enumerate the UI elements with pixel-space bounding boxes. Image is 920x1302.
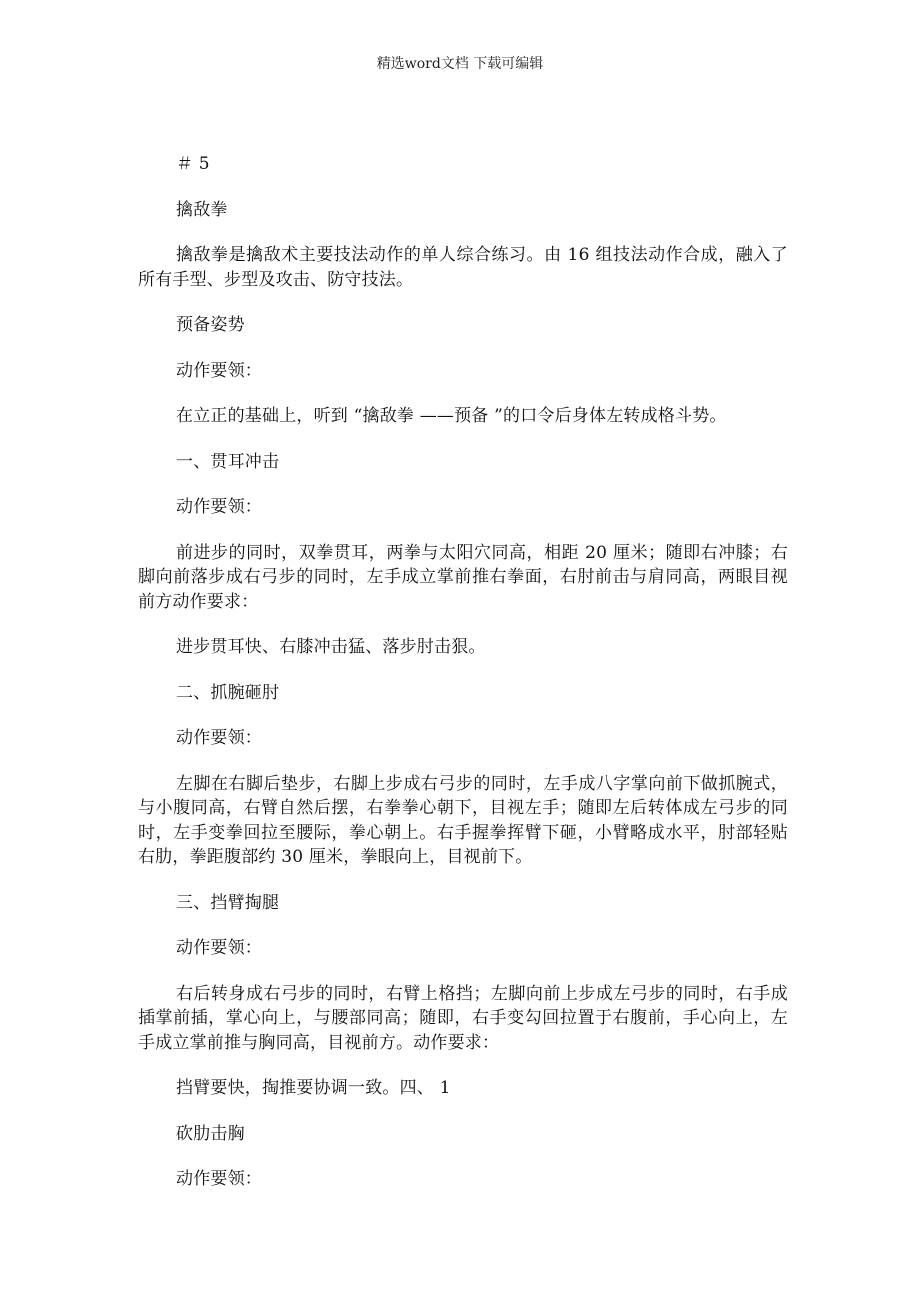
paragraph-section-3: 右后转身成右弓步的同时，右臂上格挡；左脚向前上步成左弓步的同时，右手成插掌前插，掌心向上，与腰部同高；随即，右手变勾回拉置于右腹前，手心向上，左手成立掌前推与胸同高，目视前方。动作要求： — [138, 983, 788, 1053]
section-number: ＃ 5 — [176, 154, 210, 174]
label-essentials: 动作要领： — [176, 938, 262, 958]
page-header: 精选word文档 下载可编辑 — [376, 56, 544, 72]
section-heading-3: 三、挡臂掏腿 — [176, 892, 280, 913]
paragraph-section-2: 左脚在右脚后垫步，右脚上步成右弓步的同时，左手成八字掌向前下做抓腕式，与小腹同高，右臂自然后摆，右拳拳心朝下，目视左手；随即左后转体成左弓步的同时，左手变拳回拉至腰际，拳心朝上。右手握拳挥臂下砸，小臂略成水平，肘部轻贴右肋，拳距腹部约 30 厘米，拳眼向上，目视前下。 — [138, 773, 788, 867]
intro-paragraph: 擒敌拳是擒敌术主要技法动作的单人综合练习。由 16 组技法动作合成，融入了所有手型、步型及攻击、防守技法。 — [138, 245, 788, 290]
paragraph-ready-stance: 在立正的基础上，听到 “擒敌拳 ——预备 ”的口令后身体左转成格斗势。 — [176, 406, 727, 426]
section-heading-1: 一、贯耳冲击 — [176, 451, 280, 472]
section-heading-2: 二、抓腕砸肘 — [176, 682, 280, 703]
paragraph-section-1-requirements: 进步贯耳快、右膝冲击猛、落步肘击狠。 — [176, 637, 486, 657]
paragraph-section-1: 前进步的同时，双拳贯耳，两拳与太阳穴同高，相距 20 厘米；随即右冲膝；右脚向前落步成右弓步的同时，左手成立掌前推右拳面，右肘前击与肩同高，两眼目视前方动作要求： — [138, 542, 788, 612]
section-heading-ready-stance: 预备姿势 — [176, 315, 245, 335]
paragraph-section-3-requirements: 挡臂要快，掏推要协调一致。四、 1 — [176, 1078, 451, 1098]
label-essentials: 动作要领： — [176, 1169, 262, 1189]
label-essentials: 动作要领： — [176, 728, 262, 748]
section-heading-4: 砍肋击胸 — [176, 1123, 245, 1144]
document-body — [138, 152, 788, 1213]
label-essentials: 动作要领： — [176, 360, 262, 381]
document-title: 擒敌拳 — [176, 199, 228, 220]
label-essentials: 动作要领： — [176, 497, 262, 517]
